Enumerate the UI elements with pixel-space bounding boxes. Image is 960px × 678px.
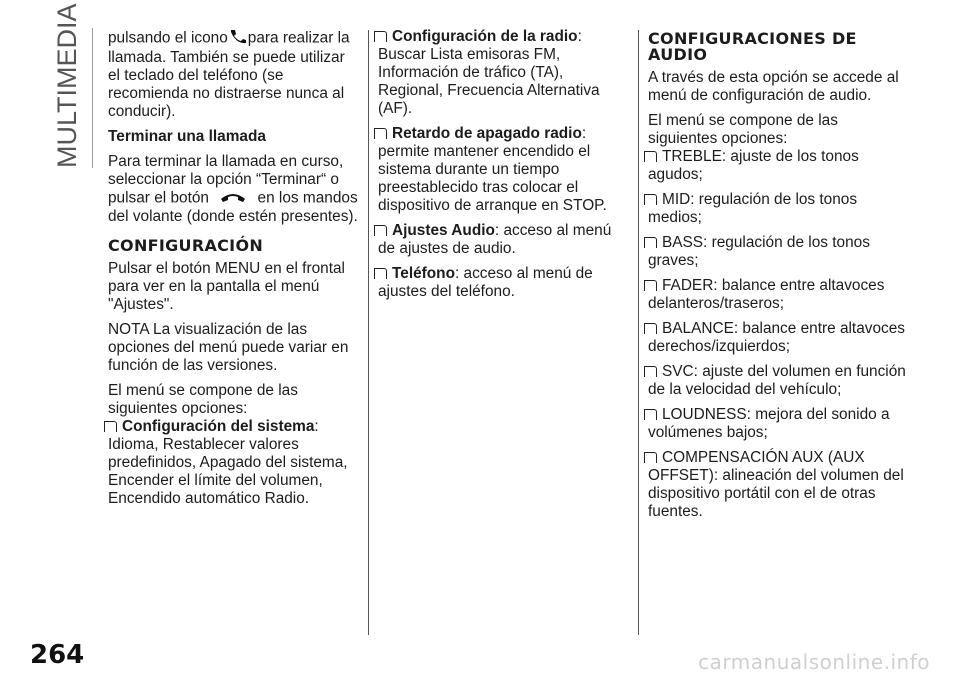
bullet-icon <box>650 151 657 162</box>
bullet-icon <box>650 237 657 248</box>
end-call-before: pulsar el botón <box>108 189 209 207</box>
bullet-icon <box>380 268 387 279</box>
bullet-icon <box>380 31 387 42</box>
end-call-after: en los <box>257 189 299 207</box>
list-item <box>378 125 630 215</box>
column-1 <box>108 28 358 515</box>
item-text: COMPENSACIÓN AUX (AUX OFFSET): alineación del volumen del dispositivo portátil con el de otras fuentes. <box>648 449 904 520</box>
bullet-icon <box>650 452 657 463</box>
column-divider-2 <box>638 30 639 635</box>
bullet-icon <box>110 421 117 432</box>
item-label: Teléfono <box>392 265 455 282</box>
item-text: BASS: regulación de los tonos graves; <box>648 234 870 269</box>
item-text: LOUDNESS: mejora del sonido a volúmenes bajos; <box>648 406 890 441</box>
bullet-icon <box>650 194 657 205</box>
item-label: Configuración de la radio <box>392 28 578 45</box>
config-intro: El menú se compone de las siguientes opciones: <box>108 382 298 417</box>
call-text-before: pulsando el icono <box>108 29 228 47</box>
section-title: MULTIMEDIA <box>52 3 82 168</box>
item-text: MID: regulación de los tonos medios; <box>648 191 858 226</box>
page-number: 264 <box>30 640 85 670</box>
list-item <box>648 363 910 399</box>
bullet-icon <box>380 225 387 236</box>
phone-call-icon <box>228 28 248 49</box>
column-divider-1 <box>368 30 369 635</box>
item-text: BALANCE: balance entre altavoces derechos/izquierdos; <box>648 320 905 355</box>
column-2 <box>378 28 630 308</box>
end-call-rest: mandos del volante (donde estén presentes). <box>108 189 358 225</box>
hang-up-icon <box>213 189 253 208</box>
call-text-after: para realizar la <box>247 29 350 47</box>
list-item <box>378 222 630 258</box>
list-item <box>648 320 910 356</box>
item-text: : acceso al menú de ajustes del teléfono. <box>378 265 593 300</box>
config-paragraph: Pulsar el botón MENU en el frontal para ver en la pantalla el menú "Ajustes". <box>108 260 345 313</box>
list-item <box>648 449 910 521</box>
audio-intro-paragraph: A través de esta opción se accede al menú de configuración de audio. <box>648 69 899 104</box>
bullet-icon <box>650 323 657 334</box>
list-item <box>648 191 910 227</box>
end-call-paragraph <box>108 153 358 226</box>
column-3 <box>648 28 910 528</box>
system-config-label: Configuración del sistema <box>122 418 315 435</box>
list-item <box>378 28 630 118</box>
item-text: : permite mantener encendido el sistema durante un tiempo preestablecido tras colocar el dispositivo de arranque en STOP. <box>378 125 607 214</box>
config-heading: CONFIGURACIÓN <box>108 236 264 255</box>
item-text: : acceso al menú de ajustes de audio. <box>378 222 612 257</box>
bullet-icon <box>650 280 657 291</box>
item-text: TREBLE: ajuste de los tonos agudos; <box>648 148 859 183</box>
list-item <box>648 148 910 184</box>
end-call-heading: Terminar una llamada <box>108 128 266 145</box>
audio-config-heading: CONFIGURACIONES DE AUDIO <box>648 29 857 64</box>
section-divider <box>92 28 93 168</box>
list-item <box>378 265 630 301</box>
call-text-rest: llamada. También se puede utilizar el teclado del teléfono (se recomienda no distraerse nunca al conducir). <box>108 49 345 120</box>
end-call-line1: Para terminar la llamada en curso, seleccionar la opción “Terminar“ o <box>108 153 344 188</box>
watermark[interactable]: carmanualsonline.info <box>698 650 930 674</box>
system-config-item: Configuración del sistema: Idioma, Restablecer valores predefinidos, Apagado del sistema, Encender el límite del volumen, Encendido automático Radio. <box>108 418 348 507</box>
system-config-text: Idioma, Restablecer valores predefinidos, Apagado del sistema, Encender el límite del volumen, Encendido automático Radio. <box>108 436 348 507</box>
bullet-icon <box>650 409 657 420</box>
call-paragraph <box>108 28 358 121</box>
bullet-icon <box>380 128 387 139</box>
list-item <box>648 406 910 442</box>
item-label: Ajustes Audio <box>392 222 495 239</box>
list-item <box>648 234 910 270</box>
item-label: Retardo de apagado radio <box>392 125 582 142</box>
audio-options-intro: El menú se compone de las siguientes opciones: <box>648 112 838 147</box>
item-text: SVC: ajuste del volumen en función de la velocidad del vehículo; <box>648 363 906 398</box>
item-text: FADER: balance entre altavoces delanteros/traseros; <box>648 277 885 312</box>
list-item <box>648 277 910 313</box>
bullet-icon <box>650 366 657 377</box>
config-note: NOTA La visualización de las opciones del menú puede variar en función de las versiones. <box>108 321 349 374</box>
item-text: : Buscar Lista emisoras FM, Información de tráfico (TA), Regional, Frecuencia Alternativa (AF). <box>378 28 600 117</box>
